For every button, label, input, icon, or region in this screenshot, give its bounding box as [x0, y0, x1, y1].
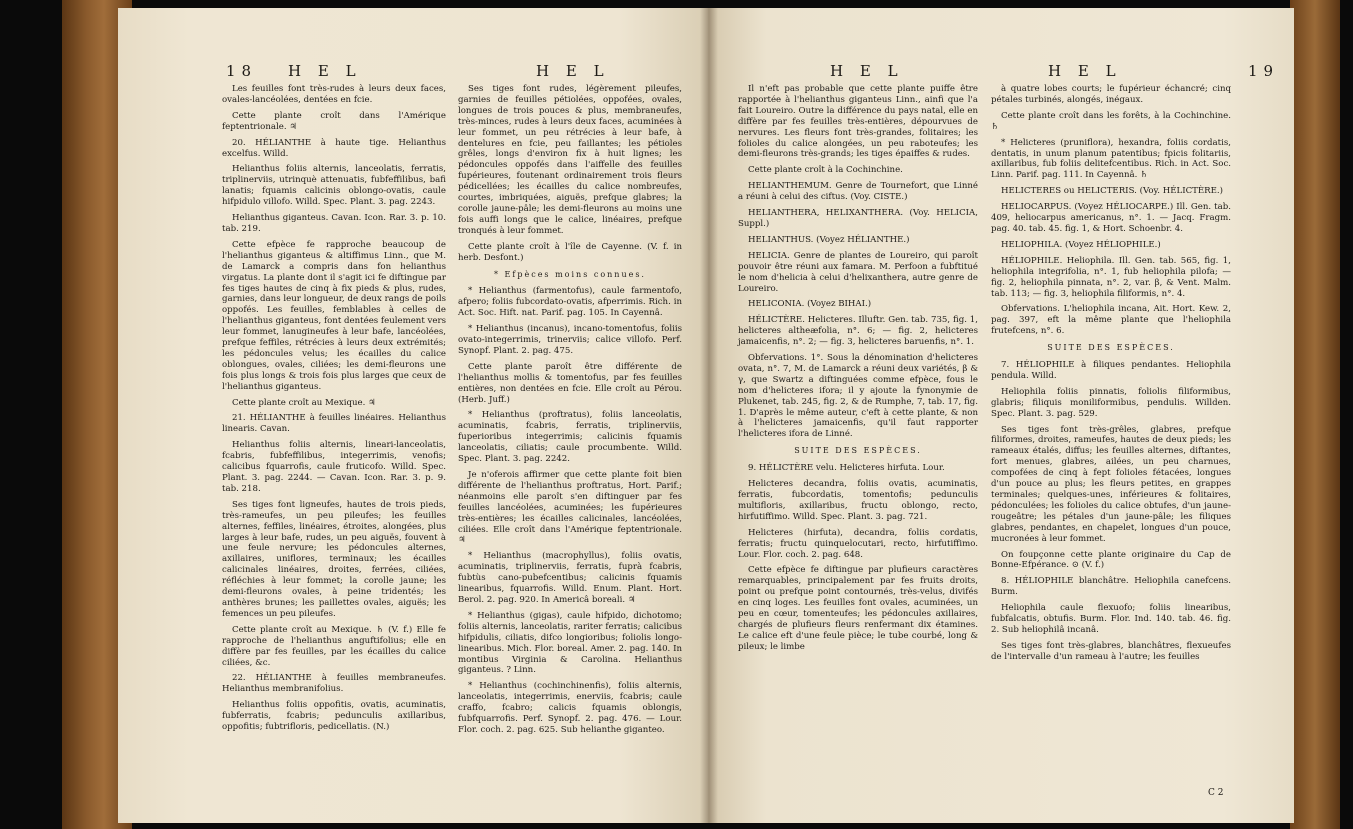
paragraph: HÉLIOPHILE. Heliophila. Ill. Gen. tab. 565, fig. 1, heliophila integrifolia, n°. 1, fub heliophila pilofa; — fig. 2, heliophila pinnata, n°. 2, var. β, & Vent. Malm. tab. 113; — fig. 3, heliophila filiformis, n°. 4. — [991, 255, 1231, 299]
paragraph: * Helicteres (pruniflora), hexandra, foliis cordatis, dentatis, in unum planum patentibus; fpicis folitariis, axillaribus, fub foliis delitefcentibus. Rich. in Act. Soc. Linn. Parif. pag. 111. In Cayennâ. ♄ — [991, 137, 1231, 181]
paragraph: * Helianthus (farmentofus), caule farmentofo, afpero; foliis fubcordato-ovatis, afperrimis. Rich. in Act. Soc. Hift. nat. Parif. pag. 105. In Cayennâ. — [458, 286, 682, 319]
paragraph: Helianthus foliis alternis, lineari-lanceolatis, fcabris, fubfeffilibus, integerrimis, venofis; calicibus fquarrofis, caule fruticofo. Willd. Spec. Plant. 3. pag. 2244. — Cavan. Icon. Rar. 3. p. 9. tab. 218. — [222, 440, 446, 494]
paragraph: Je n'oferois affirmer que cette plante foit bien différente de l'helianthus proftratus, Hort. Parif.; néanmoins elle paroît s'en diftinguer par fes feuilles lancéolées, acuminées; les fupérieures très-entières; les écailles calicinales, lancéolées, ciliées. Elle croît dans l'Amérique feptentrionale. ♃ — [458, 470, 682, 546]
right-page-number: 19 — [1248, 62, 1280, 80]
paragraph: Helianthus giganteus. Cavan. Icon. Rar. 3. p. 10. tab. 219. — [222, 213, 446, 234]
paragraph: Helicteres decandra, foliis ovatis, acuminatis, ferratis, fubcordatis, tomentofis; pedunculis multifloris, axillaribus, fructu oblongo, recto, hirfutiffimo. Willd. Spec. Plant. 3. pag. 721. — [738, 479, 978, 522]
right-header-1: H E L — [830, 62, 904, 80]
book-gutter — [700, 8, 718, 823]
paragraph: * Efpèces moins connues. — [494, 269, 646, 279]
left-column-2 — [458, 84, 682, 741]
paragraph: Heliophila caule flexuofo; foliis linearibus, fubfalcatis, obtufis. Burm. Flor. Ind. 140. tab. 46. fig. 2. Sub heliophilâ incanâ. — [991, 603, 1231, 635]
paragraph: Cette efpèce fe rapproche beaucoup de l'helianthus giganteus & altiffimus Linn., que M. de Lamarck a compris dans fon helianthus virgatus. La plante dont il s'agit ici fe diftingue par fes tiges hautes de cinq à fix pieds & plus, rudes, garnies, dans leur longueur, de deux rangs de poils oppofés. Les feuilles, femblables à celles de l'helianthus giganteus, font dentées feulement vers leur fommet, lanugineufes à leur bafe, lancéolées, prefque feffiles, rétrécies à leurs deux extrémités; les pédoncules velus; les écailles du calice oblongues, ovales, ciliées; les demi-fleurons une fois plus longs & trois fois plus larges que ceux de l'helianthus giganteus. — [222, 239, 446, 392]
paragraph: Cette plante paroît être différente de l'helianthus mollis & tomentofus, par fes feuilles entières, non dentées en fcie. Elle croît au Pérou. (Herb. Juff.) — [458, 361, 682, 405]
paragraph: * Helianthus (gigas), caule hifpido, dichotomo; foliis alternis, lanceolatis, rariter ferratis; calicibus hifpidulis, ciliatis, difco longioribus; foliolis longo-linearibus. Mich. Flor. boreal. Amer. 2. pag. 140. In montibus Virginia & Carolina. Helianthus giganteus. ? Linn. — [458, 610, 682, 676]
paragraph: Les feuilles font très-rudes à leurs deux faces, ovales-lancéolées, dentées en fcie. — [222, 84, 446, 105]
paragraph: HELICONIA. (Voyez BIHAI.) — [748, 299, 872, 310]
paragraph: 21. HÉLIANTHE à feuilles linéaires. Helianthus linearis. Cavan. — [222, 413, 446, 435]
left-header-1: H E L — [288, 62, 362, 80]
paragraph: Ses tiges font rudes, légèrement pileufes, garnies de feuilles pétiolées, oppofées, ovales, longues de trois pouces & plus, membraneufes, très-minces, rudes à leurs deux faces, acuminées à leur fommet, un peu rétrécies à leur bafe, à dentelures en fcie, peu faillantes; les pétioles grêles, longs d'environ fix à huit lignes; les pédoncules oppofés dans l'aiffelle des feuilles fupérieures, foutenant ordinairement trois fleurs pédicellées; les écailles du calice nombreufes, courtes, imbriquées, aiguës, prefque glabres; la corolle jaune-pâle; les demi-fleurons au moins une fois auffi longs que le calice, linéaires, prefque tronqués à leur fommet. — [458, 84, 682, 236]
paragraph: 20. HÉLIANTHE à haute tige. Helianthus excelfus. Willd. — [222, 137, 446, 159]
left-page — [118, 8, 708, 823]
paragraph: Ses tiges font ligneufes, hautes de trois pieds, très-rameufes, un peu pileufes; les feuilles alternes, feffiles, linéaires, étroites, alongées, plus larges à leur bafe, rudes, un peu aiguës, fouvent à une feule nervure; les pédoncules alternes, axillaires, uniflores, terminaux; les écailles calicinales linéaires, droites, ferrées, ciliées, réfléchies à leur fommet; la corolle jaune; les demi-fleurons ovales, à peine tridentés; les anthères brunes; les paillettes ovales, aiguës; les femences un peu pileufes. — [222, 499, 446, 619]
paragraph: * Helianthus (macrophyllus), foliis ovatis, acuminatis, triplinerviis, ferratis, fuprà fcabris, fubtùs cano-pubefcentibus; calicinis fquamis linearibus, fquarrofis. Willd. Enum. Plant. Hort. Berol. 2. pag. 920. In Americâ boreali. ♃ — [458, 551, 682, 605]
paragraph: Helicteres (hirfuta), decandra, foliis cordatis, ferratis; fructu quinquelocutari, recto, hirfutiffimo. Lour. Flor. coch. 2. pag. 648. — [738, 527, 978, 560]
paragraph: * Helianthus (proftratus), foliis lanceolatis, acuminatis, fcabris, ferratis, triplinerviis, fuperioribus integerrimis; calicinis fquamis lanceolatis, ciliatis; caule procumbente. Willd. Spec. Plant. 3. pag. 2242. — [458, 410, 682, 465]
paragraph: SUITE DES ESPÈCES. — [1047, 343, 1175, 353]
paragraph: à quatre lobes courts; le fupérieur échancré; cinq pétales turbinés, alongés, inégaux. — [991, 84, 1231, 105]
paragraph: On foupçonne cette plante originaire du Cap de Bonne-Efpérance. ⊙ (V. f.) — [991, 549, 1231, 571]
paragraph: Cette plante croît dans l'Amérique feptentrionale. ♃ — [222, 110, 446, 132]
right-header-2: H E L — [1048, 62, 1122, 80]
paragraph: HÉLICTÈRE. Helicteres. Illuftr. Gen. tab. 735, fig. 1, helicteres altheæfolia, n°. 6; — fig. 2, helicteres jamaicenfis, n°. 2; — fig. 3, helicteres baruenfis, n°. 1. — [738, 315, 978, 348]
paragraph: Helianthus foliis alternis, lanceolatis, ferratis, triplinerviis, utrinquè attenuatis, fubfeffilibus, bafi lanatis; fquamis calicinis oblongo-ovatis, caule hifpidulo villofo. Willd. Spec. Plant. 3. pag. 2243. — [222, 164, 446, 208]
left-column-1 — [222, 84, 446, 738]
paragraph: HELIANTHEMUM. Genre de Tournefort, que Linné a réuni à celui des ciftus. (Voy. CISTE.) — [738, 181, 978, 203]
paragraph: Cette plante croît dans les forêts, à la Cochinchine. ♄ — [991, 110, 1231, 132]
signature-mark: C 2 — [1208, 788, 1224, 798]
paragraph: Helianthus foliis oppofitis, ovatis, acuminatis, fubferratis, fcabris; pedunculis axillaribus, oppofitis; fubtrifloris, pedicellatis. (N.) — [222, 700, 446, 733]
paragraph: 7. HÉLIOPHILE à filiques pendantes. Heliophila pendula. Willd. — [991, 360, 1231, 381]
right-column-1 — [738, 84, 978, 658]
paragraph: HELIANTHERA, HELIXANTHERA. (Voy. HELICIA, Suppl.) — [738, 208, 978, 229]
paragraph: Cette plante croît à l'île de Cayenne. (V. f. in herb. Desfont.) — [458, 241, 682, 263]
paragraph: * Helianthus (cochinchinenfis), foliis alternis, lanceolatis, integerrimis, enerviis, fcabris; caule craffo, fcabro; calicis fquamis oblongis, fubfquarrofis. Perf. Synopf. 2. pag. 476. — Lour. Flor. coch. 2. pag. 625. Sub helianthe giganteo. — [458, 681, 682, 735]
paragraph: HELICIA. Genre de plantes de Loureiro, qui paroît pouvoir être réuni aux famara. M. Perfoon a fubftitué le nom d'helicia à celui d'helixanthera, autre genre de Loureiro. — [738, 250, 978, 294]
paragraph: 9. HÉLICTÈRE velu. Helicteres hirfuta. Lour. — [748, 463, 945, 474]
paragraph: SUITE DES ESPÈCES. — [794, 446, 922, 456]
paragraph: Cette efpèce fe diftingue par plufieurs caractères remarquables, principalement par fes fruits droits, point ou prefque point contournés, très-velus, divifés en cinq loges. Les feuilles font ovales, acuminées, un peu en cœur, tomenteufes; les pédoncules axillaires, chargés de plufieurs fleurs renfermant dix étamines. Le calice eft d'une feule pièce; le tube courbé, long & pileux; le limbe — [738, 565, 978, 652]
paragraph: Ses tiges font très-grêles, glabres, prefque filiformes, droites, rameufes, hautes de deux pieds; les rameaux étalés, diffus; les feuilles alternes, diftantes, fort menues, glabres, ailées, un peu charnues, compofées de cinq à fept folioles fétacées, longues d'un pouce au plus; les fleurs petites, en grappes terminales; quelques-unes, inférieures & folitaires, pédonculées; les folioles du calice obtufes, d'un jaune-rougeâtre; les pétales d'un jaune-pâle; les filiques glabres, pendantes, en chapelet, longues d'un pouce, mucronées à leur fommet. — [991, 424, 1231, 544]
right-column-2 — [991, 84, 1231, 668]
left-header-2: H E L — [536, 62, 610, 80]
paragraph: Obfervations. L'heliophila incana, Ait. Hort. Kew. 2, pag. 397, eft la même plante que l'heliophila frutefcens, n°. 6. — [991, 304, 1231, 337]
left-page-number: 18 — [226, 62, 258, 80]
paragraph: Cette plante croît au Mexique. ♄ (V. f.) Elle fe rapproche de l'helianthus anguftifolius; elle en diffère par fes feuilles, par les écailles du calice ciliées, &c. — [222, 624, 446, 668]
paragraph: Ses tiges font très-glabres, blanchâtres, flexueufes de l'intervalle d'un rameau à l'autre; les feuilles — [991, 640, 1231, 662]
paragraph: HELICTERES ou HELICTERIS. (Voy. HÉLICTÈRE.) — [1001, 186, 1224, 197]
paragraph: Cette plante croît au Mexique. ♃ — [232, 397, 376, 408]
paragraph: Obfervations. 1°. Sous la dénomination d'helicteres ovata, n°. 7, M. de Lamarck a réuni deux variétés, β & γ, que Swartz a diftinguées comme efpèce, fous le nom d'helicteres ifora; il y ajoute la fynonymie de Plukenet, tab. 245, fig. 2, & de Rumphe, 7, tab. 17, fig. 1. D'après le même auteur, c'eft à cette plante, & non à l'helicteres jamaicenfis, qu'il faut rapporter l'helicteres ifora de Linné. — [738, 353, 978, 440]
book-cover-right — [1290, 0, 1340, 829]
paragraph: HELIANTHUS. (Voyez HÉLIANTHE.) — [748, 234, 910, 245]
paragraph: HELIOCARPUS. (Voyez HÉLIOCARPE.) Ill. Gen. tab. 409, heliocarpus americanus, n°. 1. — Jacq. Fragm. pag. 40. tab. 45. fig. 1, & Hort. Schoenbr. 4. — [991, 202, 1231, 234]
paragraph: Il n'eft pas probable que cette plante puiffe être rapportée à l'helianthus giganteus Linn., ainfi que l'a fait Loureiro. Outre la différence du pays natal, elle en diffère par fes feuilles très-entières, dépourvues de nervures. Les fleurs font très-grandes, folitaires; les folioles du calice alongées, un peu raboteufes; les demi-fleurons très-grands; les tiges épaiffes & rudes. — [738, 84, 978, 160]
paragraph: * Helianthus (incanus), incano-tomentofus, foliis ovato-integerrimis, trinerviis; calice villofo. Perf. Synopf. Plant. 2. pag. 475. — [458, 324, 682, 356]
paragraph: 22. HÉLIANTHE à feuilles membraneufes. Helianthus membranifolius. — [222, 673, 446, 695]
paragraph: HELIOPHILA. (Voyez HÉLIOPHILE.) — [1001, 239, 1161, 250]
paragraph: 8. HÉLIOPHILE blanchâtre. Heliophila canefcens. Burm. — [991, 576, 1231, 598]
paragraph: Cette plante croît à la Cochinchine. — [748, 165, 903, 176]
right-page — [708, 8, 1294, 823]
paragraph: Heliophila foliis pinnatis, foliolis filiformibus, glabris; filiquis moniliformibus, pendulis. Willden. Spec. Plant. 3. pag. 529. — [991, 386, 1231, 419]
